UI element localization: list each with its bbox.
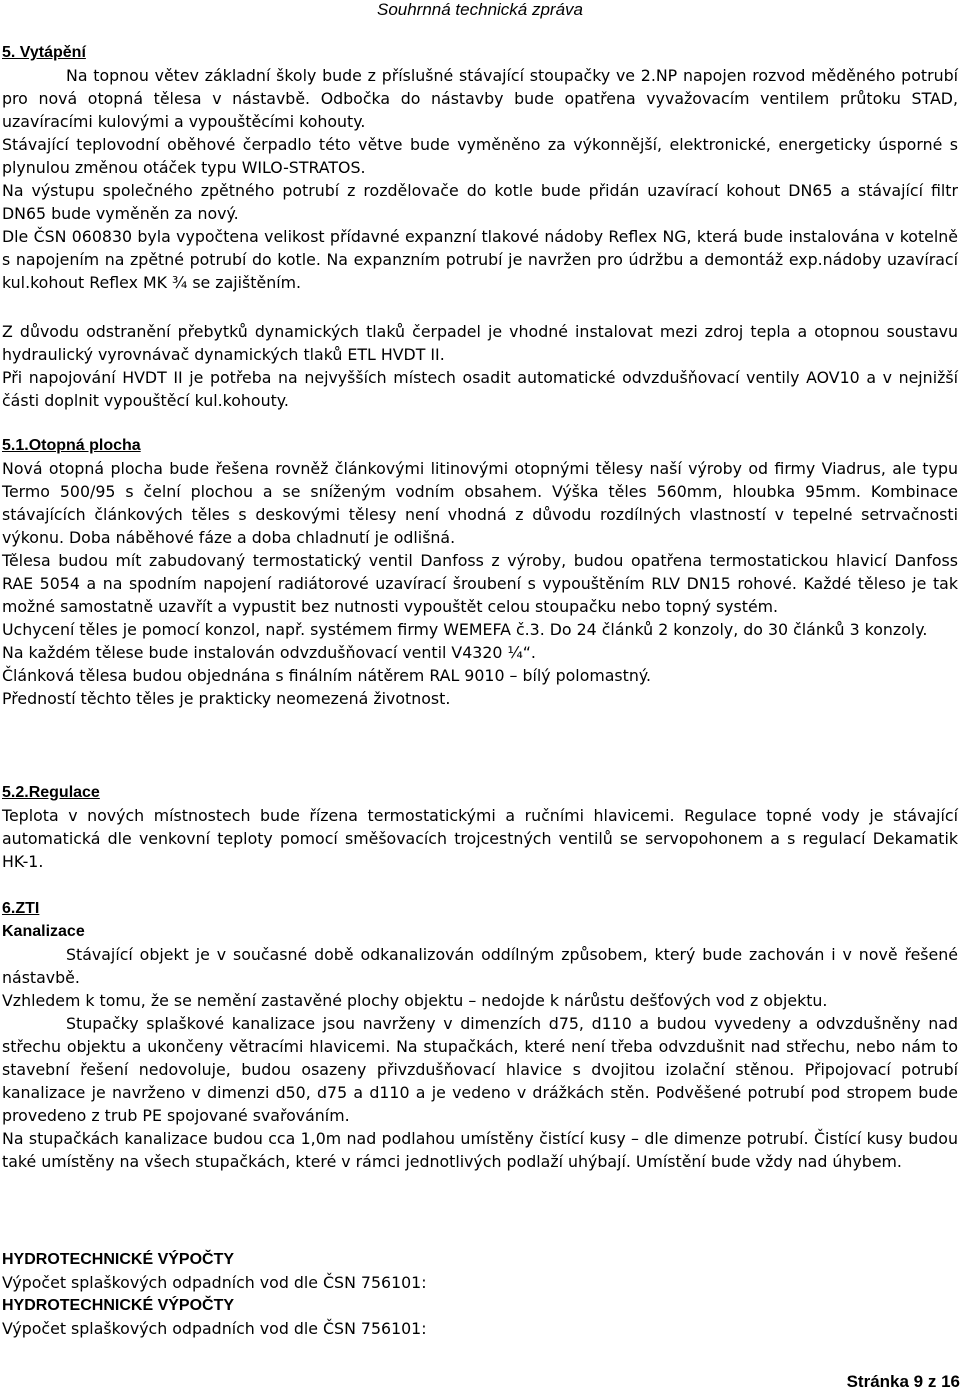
- section-heating-continued: [2, 320, 958, 412]
- section-subtitle: Kanalizace: [2, 923, 85, 940]
- paragraph: Na stupačkách kanalizace budou cca 1,0m nad podlahou umístěny čistící kusy – dle dimenze potrubí. Čistící kusy budou také umístěny na všech stupačkách, které v rámci jednotlivých podlaží uhýbají. Umístění bude vždy nad úhybem.: [2, 1129, 958, 1171]
- paragraph: Stávající objekt je v současné době odkanalizován oddílným způsobem, který bude zachován i v nově řešené nástavbě.: [2, 945, 958, 987]
- paragraph: Teplota v nových místnostech bude řízena termostatickými a ručními hlavicemi. Regulace topné vody je stávající automatická dle venkovní teploty pomocí směšovacích trojcestných ventilů se servopohonem a s regulací Dekamatik HK-1.: [2, 806, 958, 871]
- section-regulation: [2, 781, 958, 873]
- paragraph: Stávající teplovodní oběhové čerpadlo této větve bude vyměněno za výkonnější, elektronické, energeticky úsporné s plynulou změnou otáček typu WILO-STRATOS.: [2, 135, 958, 177]
- section-title: HYDROTECHNICKÉ VÝPOČTY: [2, 1251, 235, 1268]
- paragraph: Při napojování HVDT II je potřeba na nejvyšších místech osadit automatické odvzdušňovací ventily AOV10 a v nejnižší části doplnit vypouštěcí kul.kohouty.: [2, 368, 958, 410]
- section-heating: [2, 41, 958, 294]
- page-number: Stránka 9 z 16: [846, 1372, 960, 1391]
- section-title: 5.1.Otopná plocha: [2, 437, 141, 454]
- paragraph: Na každém tělese bude instalován odvzdušňovací ventil V4320 ¼“.: [2, 643, 536, 662]
- document-header: Souhrnná technická zpráva: [376, 0, 584, 19]
- section-title: 5.2.Regulace: [2, 784, 100, 801]
- paragraph: Článková tělesa budou objednána s finálním nátěrem RAL 9010 – bílý polomastný.: [2, 666, 651, 685]
- paragraph: Výpočet splaškových odpadních vod dle ČSN 756101:: [2, 1273, 427, 1292]
- paragraph: Výpočet splaškových odpadních vod dle ČSN 756101:: [2, 1319, 427, 1338]
- paragraph: Z důvodu odstranění přebytků dynamických tlaků čerpadel je vhodné instalovat mezi zdroj tepla a otopnou soustavu hydraulický vyrovnávač dynamických tlaků ETL HVDT II.: [2, 322, 958, 364]
- section-zti: [2, 897, 958, 1173]
- paragraph: Na topnou větev základní školy bude z příslušné stávající stoupačky ve 2.NP napojen rozvod měděného potrubí pro nová otopná tělesa v nástavbě. Odbočka do nástavby bude opatřena vyvažovacím ventilem průtoku STAD, uzavíracími kulovými a vypouštěcími kohouty.: [2, 66, 958, 131]
- paragraph: Na výstupu společného zpětného potrubí z rozdělovače do kotle bude přidán uzavírací kohout DN65 a stávající filtr DN65 bude vyměněn za nový.: [2, 181, 958, 223]
- section-hydro: [2, 1248, 958, 1340]
- paragraph: Dle ČSN 060830 byla vypočtena velikost přídavné expanzní tlakové nádoby Reflex NG, která bude instalována v kotelně s napojením na zpětné potrubí do kotle. Na expanzním potrubí je navržen pro údržbu a demontáž exp.nádoby uzavírací kul.kohout Reflex MK ¾ se zajištěním.: [2, 227, 958, 292]
- section-title: HYDROTECHNICKÉ VÝPOČTY: [2, 1297, 235, 1314]
- section-title: 5. Vytápění: [2, 44, 86, 61]
- paragraph: Nová otopná plocha bude řešena rovněž článkovými litinovými otopnými tělesy naší výroby od firmy Viadrus, ale typu Termo 500/95 s čelní plochou a se sníženým vodním obsahem. Výška těles 560mm, hloubka 95mm. Kombinace stávajících článkových těles s deskovými tělesy není vhodná z důvodu rozdílných vlastností v tepelné setrvačnosti výkonu. Doba náběhové fáze a doba chladnutí je odlišná.: [2, 459, 958, 547]
- paragraph: Předností těchto těles je prakticky neomezená životnost.: [2, 689, 451, 708]
- paragraph: Vzhledem k tomu, že se nemění zastavěné plochy objektu – nedojde k nárůstu dešťových vod z objektu.: [2, 991, 828, 1010]
- paragraph: Uchycení těles je pomocí konzol, např. systémem firmy WEMEFA č.3. Do 24 článků 2 konzoly, do 30 článků 3 konzoly.: [2, 620, 928, 639]
- section-heating-surface: [2, 434, 958, 710]
- paragraph: Tělesa budou mít zabudovaný termostatický ventil Danfoss z výroby, budou opatřena termostatickou hlavicí Danfoss RAE 5054 a na spodním napojení radiátorové uzavírací šroubení s vypouštěním RLV DN15 rohové. Každé těleso je tak možné samostatně uzavřít a vypustit bez nutnosti vypouštět celou stoupačku nebo topný systém.: [2, 551, 958, 616]
- paragraph: Stupačky splaškové kanalizace jsou navrženy v dimenzích d75, d110 a budou vyvedeny a odvzdušněny nad střechu objektu a ukončeny větracími hlavicemi. Na stupačkách, které není třeba odvzdušnit nad střechu, nebo nám to stavební řešení nedovoluje, budou osazeny přivzdušňovací hlavice s dvojitou izolační stěnou. Připojovací potrubí kanalizace je navrženo v dimenzi d50, d75 a d110 a je vedeno v drážkách stěn. Podvěšené potrubí pod stropem bude provedeno z trub PE spojované svařováním.: [2, 1014, 958, 1125]
- section-title: 6.ZTI: [2, 900, 40, 917]
